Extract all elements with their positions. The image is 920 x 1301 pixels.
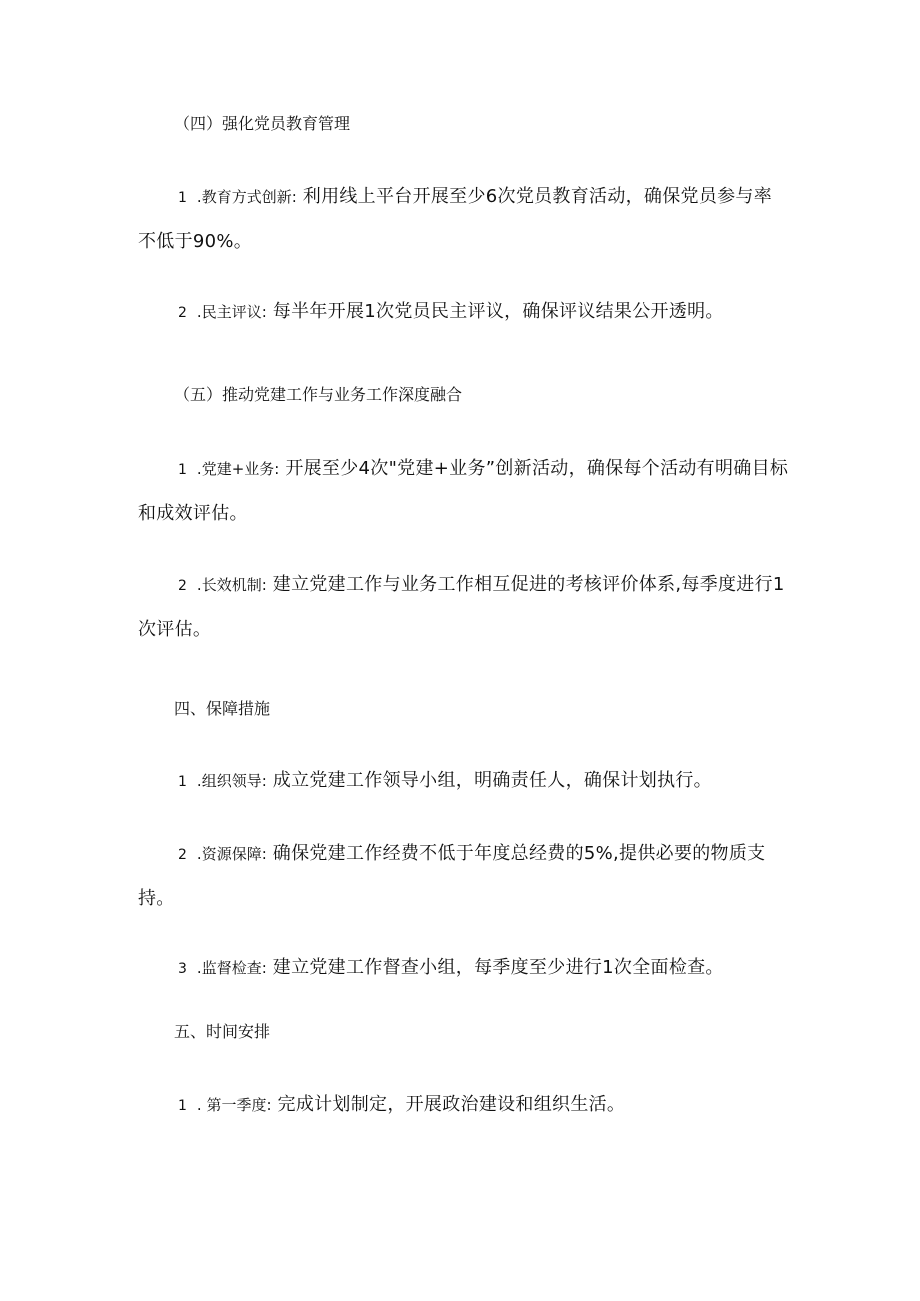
list-item (138, 175, 790, 263)
item-label: . 第一季度: (196, 1096, 272, 1114)
item-label: .长效机制: (196, 576, 267, 594)
item-text: 建立党建工作与业务工作相互促进的考核评价体系,每季度进行1次评估。 (138, 574, 785, 640)
item-label: .党建+业务: (196, 460, 280, 478)
item-label: .资源保障: (196, 845, 267, 863)
item-text: 完成计划制定，开展政治建设和组织生活。 (271, 1094, 626, 1115)
section-heading-schedule: 五、时间安排 (174, 1022, 271, 1041)
item-number: 1 (178, 774, 187, 790)
item-number: 2 (178, 305, 187, 321)
item-number: 1 (178, 1098, 187, 1114)
item-text: 利用线上平台开展至少6次党员教育活动，确保党员参与率不低于90%。 (138, 186, 773, 252)
list-item (138, 447, 790, 535)
item-number: 2 (178, 847, 187, 863)
section-heading-integration: （五）推动党建工作与业务工作深度融合 (174, 385, 463, 404)
list-item (138, 563, 790, 651)
item-text: 建立党建工作督查小组，每季度至少进行1次全面检查。 (266, 957, 724, 978)
item-label: .教育方式创新: (196, 188, 297, 206)
list-item (138, 1083, 790, 1128)
list-item (138, 290, 790, 335)
item-number: 1 (178, 190, 187, 206)
item-text: 每半年开展1次党员民主评议，确保评议结果公开透明。 (266, 301, 724, 322)
item-text: 开展至少4次"党建+业务”创新活动，确保每个活动有明确目标和成效评估。 (138, 458, 789, 524)
list-item (138, 832, 790, 920)
item-number: 2 (178, 578, 187, 594)
item-text: 确保党建工作经费不低于年度总经费的5%,提供必要的物质支持。 (138, 843, 766, 909)
section-heading-education: （四）强化党员教育管理 (174, 114, 351, 133)
section-heading-safeguards: 四、保障措施 (174, 699, 271, 718)
item-text: 成立党建工作领导小组，明确责任人，确保计划执行。 (266, 770, 712, 791)
list-item (138, 946, 790, 991)
item-label: .监督检查: (196, 959, 267, 977)
item-label: .民主评议: (196, 303, 267, 321)
list-item (138, 759, 790, 804)
item-number: 3 (178, 961, 187, 977)
item-label: .组织领导: (196, 772, 267, 790)
item-number: 1 (178, 462, 187, 478)
